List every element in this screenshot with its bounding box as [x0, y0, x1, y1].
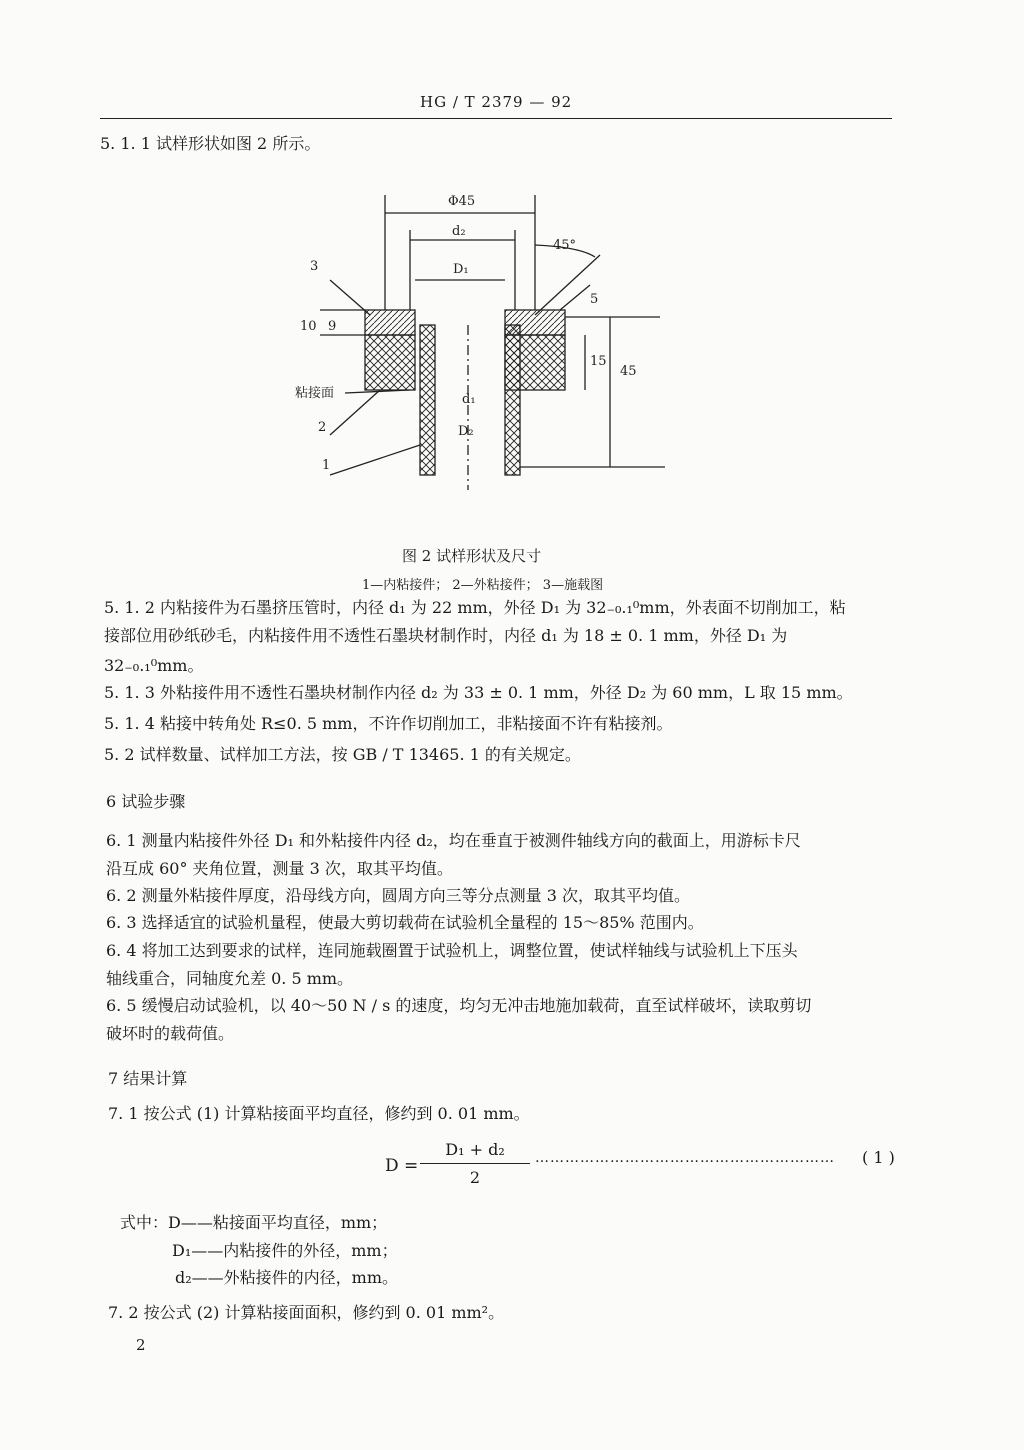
- figure-caption: 图 2 试样形状及尺寸: [402, 547, 542, 565]
- dim-15: 15: [590, 354, 607, 369]
- clause-5-1-2-line1: 5. 1. 2 内粘接件为石墨挤压管时，内径 d₁ 为 22 mm，外径 D₁ 为 32₋₀.₁⁰mm，外表面不切削加工，粘: [104, 598, 846, 617]
- section-6-title: 6 试验步骤: [106, 792, 186, 811]
- formula-denominator: 2: [469, 1168, 481, 1187]
- dim-d1: d₁: [462, 392, 476, 407]
- dim-D1: D₁: [453, 262, 469, 277]
- label-3: 3: [310, 259, 319, 274]
- where-line-2: D₁——内粘接件的外径，mm；: [172, 1241, 398, 1260]
- clause-5-1-2-line3: 32₋₀.₁⁰mm。: [104, 656, 204, 675]
- label-1: 1: [322, 458, 331, 473]
- angle-45: 45°: [553, 238, 577, 253]
- figure-legend: 1—内粘接件； 2—外粘接件； 3—施载图: [362, 578, 604, 593]
- clause-5-1-3: 5. 1. 3 外粘接件用不透性石墨块材制作内径 d₂ 为 33 ± 0. 1 mm，外径 D₂ 为 60 mm，L 取 15 mm。: [104, 683, 853, 702]
- clause-6-5-line2: 破坏时的载荷值。: [106, 1024, 235, 1043]
- clause-6-4-line1: 6. 4 将加工达到要求的试样，连同施载圈置于试验机上，调整位置，使试样轴线与试验机上下压头: [106, 941, 798, 960]
- where-line-1: 式中：D——粘接面平均直径，mm；: [120, 1213, 388, 1232]
- dim-9: 9: [328, 319, 337, 334]
- label-bond-face: 粘接面: [295, 386, 335, 401]
- clause-5-1-1: 5. 1. 1 试样形状如图 2 所示。: [100, 134, 321, 153]
- clause-6-3: 6. 3 选择适宜的试验机量程，使最大剪切载荷在试验机全量程的 15～85% 范围内。: [106, 913, 704, 932]
- clause-6-5-line1: 6. 5 缓慢启动试验机，以 40～50 N / s 的速度，均匀无冲击地施加载荷，直至试样破坏，读取剪切: [106, 996, 812, 1015]
- dim-45: 45: [620, 364, 637, 379]
- header-rule: [100, 118, 892, 119]
- clause-6-2: 6. 2 测量外粘接件厚度，沿母线方向，圆周方向三等分点测量 3 次，取其平均值。: [106, 886, 690, 905]
- clause-7-1: 7. 1 按公式 (1) 计算粘接面平均直径，修约到 0. 01 mm。: [108, 1104, 530, 1123]
- dim-phi45: Φ45: [448, 194, 476, 209]
- clause-5-1-4: 5. 1. 4 粘接中转角处 R≤0. 5 mm，不许作切削加工，非粘接面不许有粘接剂。: [104, 714, 673, 733]
- clause-7-2: 7. 2 按公式 (2) 计算粘接面面积，修约到 0. 01 mm²。: [108, 1303, 505, 1322]
- document-header: HG / T 2379 — 92: [420, 93, 573, 111]
- formula-numerator: D₁ + d₂: [420, 1140, 530, 1164]
- equation-number: ( 1 ): [862, 1148, 895, 1167]
- clause-6-1-line1: 6. 1 测量内粘接件外径 D₁ 和外粘接件内径 d₂，均在垂直于被测件轴线方向的截面上，用游标卡尺: [106, 831, 801, 850]
- label-2: 2: [318, 420, 327, 435]
- page-number: 2: [136, 1336, 146, 1354]
- clause-6-4-line2: 轴线重合，同轴度允差 0. 5 mm。: [106, 969, 354, 988]
- formula-leader-dots: ……………………………………………………: [535, 1150, 835, 1166]
- clause-5-1-2-line2: 接部位用砂纸砂毛，内粘接件用不透性石墨块材制作时，内径 d₁ 为 18 ± 0. 1 mm，外径 D₁ 为: [104, 626, 788, 645]
- dim-d2: d₂: [452, 224, 466, 239]
- formula-lhs: D =: [385, 1156, 419, 1176]
- dim-10: 10: [300, 319, 317, 334]
- where-line-3: d₂——外粘接件的内径，mm。: [175, 1268, 399, 1287]
- clause-6-1-line2: 沿互成 60° 夹角位置，测量 3 次，取其平均值。: [106, 859, 453, 878]
- specimen-figure: [290, 185, 670, 505]
- dim-D2: D₂: [458, 424, 474, 439]
- section-7-title: 7 结果计算: [108, 1069, 188, 1088]
- formula-fraction: [420, 1140, 530, 1187]
- clause-5-2: 5. 2 试样数量、试样加工方法，按 GB / T 13465. 1 的有关规定。: [104, 745, 581, 764]
- dim-5: 5: [590, 292, 599, 307]
